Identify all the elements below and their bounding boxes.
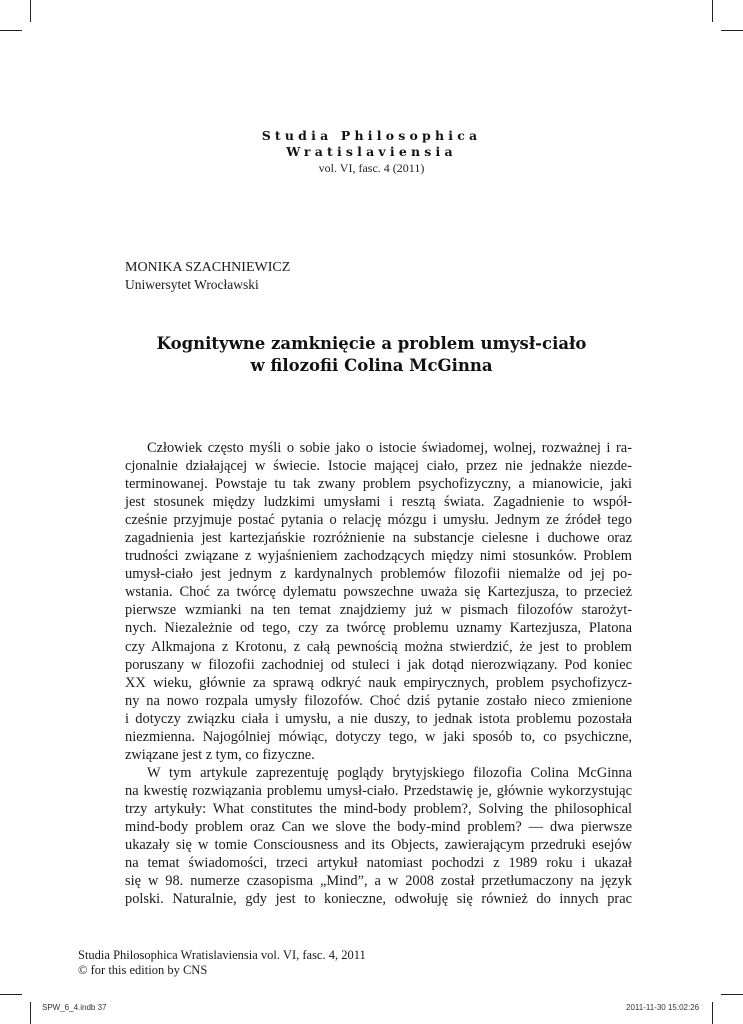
- text-line: XX wieku, głównie za sprawą odkryć nauk empirycznych, problem psychofizycz-: [125, 674, 632, 691]
- text-line: poruszany w filozofii zachodniej od stuleci i jak dotąd nierozwiązany. Pod koniec: [125, 656, 632, 673]
- text-line: ny na nowo rozpala umysły filozofów. Choć dziś pytanie zostało nieco zmienione: [125, 692, 632, 709]
- article-title-line-2: w filozofii Colina McGinna: [250, 356, 493, 375]
- text-line: umysł-ciało jest jednym z kardynalnych problemów filozofii niemalże od jej po-: [125, 566, 632, 583]
- text-line: trudności związane z wyjaśnieniem zachodzących między nimi stosunków. Problem: [125, 548, 632, 565]
- author-block: [125, 259, 290, 293]
- text-line: terminowanej. Powstaje tu tak zwany problem psychofizyczny, a mianowicie, jaki: [125, 476, 632, 493]
- footer-copyright: © for this edition by CNS: [78, 963, 208, 977]
- footer-citation: Studia Philosophica Wratislaviensia vol. VI, fasc. 4, 2011: [78, 948, 366, 962]
- text-line: się w 98. numerze czasopisma „Mind”, a w 2008 został przetłumaczony na język: [125, 873, 632, 890]
- text-line: jest stosunek między ludzkimi umysłami i resztą świata. Zagadnienie to współ-: [125, 494, 632, 511]
- journal-volume: vol. VI, fasc. 4 (2011): [318, 161, 425, 175]
- article-title-line-1: Kognitywne zamknięcie a problem umysł-ciało: [156, 334, 587, 353]
- author-name: MONIKA SZACHNIEWICZ: [125, 260, 291, 275]
- crop-mark: [30, 0, 31, 22]
- text-line: trzy artykuły: What constitutes the mind-body problem?, Solving the philosophical: [125, 800, 632, 817]
- crop-mark: [712, 1002, 713, 1024]
- journal-title-line-2: Wratislaviensia: [286, 144, 457, 159]
- text-line: na temat świadomości, trzeci artykuł natomiast pochodzi z 1989 roku i ukazał: [125, 855, 632, 872]
- crop-mark: [712, 0, 713, 22]
- text-line: W tym artykule zaprezentuję poglądy brytyjskiego filozofia Colina McGinna: [147, 764, 632, 781]
- text-line: i dotyczy związku ciała i umysłu, a nie duszy, to jednak istota problemu pozostała: [125, 710, 632, 727]
- print-slug-timestamp: 2011-11-30 15:02:26: [626, 1003, 700, 1012]
- text-line: Człowiek często myśli o sobie jako o istocie świadomej, wolnej, rozważnej i ra-: [147, 440, 632, 456]
- text-line: polski. Naturalnie, gdy jest to konieczne, odwołuję się również do innych prac: [125, 891, 632, 908]
- paragraph-1: [125, 439, 632, 764]
- text-line: wstania. Choć za twórcę dylematu powszechne uważa się Kartezjusza, to przecież: [125, 584, 632, 601]
- journal-header: [0, 128, 743, 175]
- crop-mark: [721, 30, 743, 31]
- text-line: pierwsze wzmianki na ten temat znajdziemy już w pismach filozofów starożyt-: [125, 602, 632, 619]
- crop-mark: [0, 994, 22, 995]
- text-line: nych. Niezależnie od tego, czy za twórcę problemu uznamy Kartezjusza, Platona: [125, 620, 632, 637]
- crop-mark: [0, 30, 22, 31]
- text-line: zagadnienia jest kartezjańskie rozróżnienie na substancje cielesne i duchowe oraz: [125, 530, 632, 547]
- crop-mark: [721, 994, 743, 995]
- text-line: mind-body problem oraz Can we slove the body-mind problem? — dwa pierwsze: [125, 818, 632, 835]
- text-line: związane jest z tym, co fizyczne.: [125, 746, 315, 763]
- article-title: [0, 333, 743, 377]
- text-line: cześnie przyjmuje postać pytania o relację mózgu i umysłu. Jednym ze źródeł tego: [125, 512, 632, 529]
- text-line: czy Alkmajona z Krotonu, z całą pewnością można stwierdzić, że jest to problem: [125, 638, 632, 655]
- text-line: niezmienna. Najogólniej mówiąc, dotyczy tego, w jaki sposób to, co psychiczne,: [125, 728, 632, 745]
- text-line: na kwestię rozwiązania problemu umysł-ciało. Przedstawię je, głównie wykorzystując: [125, 782, 632, 799]
- journal-title-line-1: Studia Philosophica: [261, 128, 482, 143]
- author-affiliation: Uniwersytet Wrocławski: [125, 277, 259, 292]
- paragraph-2: [125, 764, 632, 908]
- article-body: [125, 439, 632, 908]
- page-footer: [78, 948, 366, 978]
- crop-mark: [30, 1002, 31, 1024]
- text-line: cjonalnie działającej w świecie. Istocie mającej ciało, przez nie jednakże niezde-: [125, 458, 632, 475]
- text-line: ukazały się w tomie Consciousness and its Objects, zawierającym przedruki esejów: [125, 837, 632, 854]
- print-slug-file: SPW_6_4.indb 37: [42, 1003, 107, 1012]
